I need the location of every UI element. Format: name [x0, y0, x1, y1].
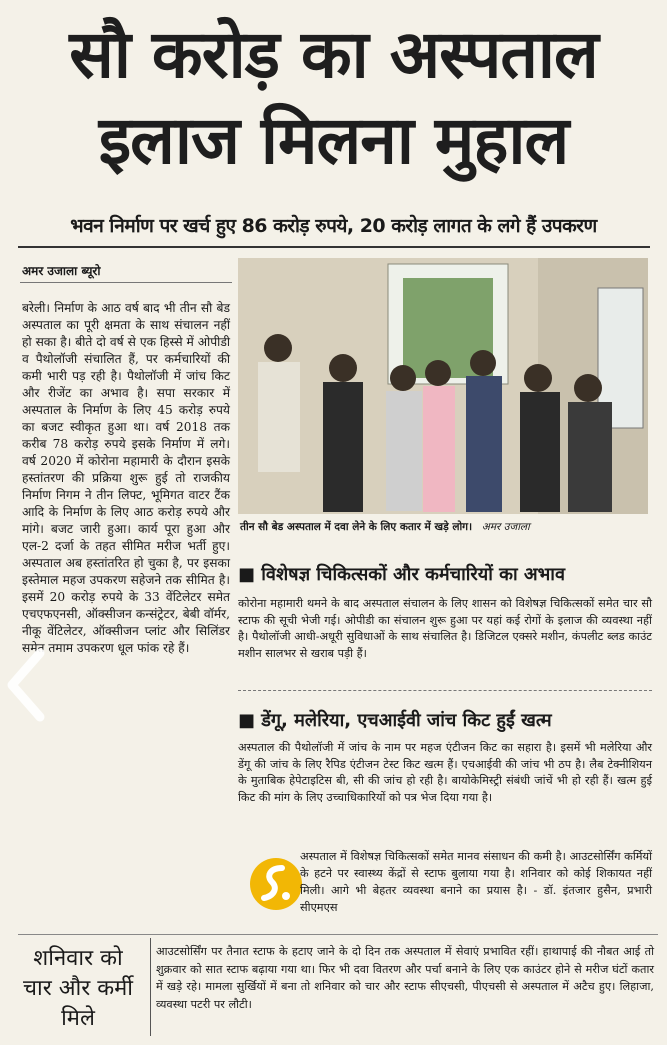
quote-text: अस्पताल में विशेषज्ञ चिकित्सकों समेत मानव संसाधन की कमी है। आउटसोर्सिंग कर्मियों के हटने पर स्वास्थ्य केंद्रों से स्टाफ बुलाया गया है। शनिवार को कोई शिकायत नहीं मिली। आगे भी बेहतर व्यवस्था बनाने का प्रयास है। - डॉ. इंतजार हुसैन, प्रभारी सीएमएस [300, 850, 652, 914]
byline: अमर उजाला ब्यूरो [22, 264, 101, 278]
lead-column: बरेली। निर्माण के आठ वर्ष बाद भी तीन सौ बेड अस्पताल का पूरी क्षमता के साथ संचालन नहीं हो सका है। बीते दो वर्ष से एक हिस्से में ओपीडी व पैथोलॉजी संचालित हैं, पर कर्मचारियों की कमी भारी पड़ रही है। पैथोलॉजी में जांच किट और रीजेंट का अभाव है। सपा सरकार में अस्पताल के निर्माण के लिए 45 करोड़ रुपये का बजट स्वीकृत हुआ था। वर्ष 2018 तक करीब 78 करोड़ रुपये इसके निर्माण में लगे। वर्ष 2020 में कोरोना महामारी के दौरान इसके हस्तांतरण की प्रक्रिया शुरू हुई तो राजकीय निर्माण निगम ने तीन लिफ्ट, भूमिगत वाटर टैंक आदि के निर्माण के लिए आठ करोड़ रुपये और मांगे। बजट जारी हुआ। कार्य पूरा हुआ और एल-2 दर्जा के तहत सीमित मरीज भर्ती हुए। अस्पताल अब हस्तांतरित हो चुका है, पर इसका इस्तेमाल महज उपकरण सहेजने तक सीमित है। इसमें 20 करोड़ रुपये के 33 वेंटिलेटर समेत एचएफएनसी, ऑक्सीजन कन्संट्रेटर, बेबी वॉर्मर, नीकू वेंटिलेटर, ऑक्सीजन प्लांट और सिलिंडर समेत तमाम उपकरण धूल फांक रहे हैं। [22, 301, 230, 655]
photo-caption [240, 520, 650, 534]
sidebar-body: आउटसोर्सिंग पर तैनात स्टाफ के हटाए जाने के दो दिन तक अस्पताल में सेवाएं प्रभावित रहीं। हाथापाई की नौबत आई तो शुक्रवार को सात स्टाफ बढ़ाया गया था। फिर भी दवा वितरण और पर्चा बनाने के लिए एक काउंटर होने से मरीज घंटों कतार में खड़े रहे। मामला सुर्खियों में बना तो शनिवार को चार और स्टाफ सीएचसी, पीएचसी से अस्पताल में अटैच हुए। लिहाजा, व्यवस्था पटरी पर लौटी। [156, 945, 654, 1011]
divider [18, 246, 650, 248]
section-body-staff-shortage: कोरोना महामारी थमने के बाद अस्पताल संचालन के लिए शासन को विशेषज्ञ चिकित्सकों समेत चार सौ स्टाफ की सूची भेजी गई। ओपीडी का संचालन शुरू हुआ पर यहां कई रोगों के इलाज की व्यवस्था नहीं है। पैथोलॉजी आधी-अधूरी सुविधाओं के साथ संचालित है। डिजिटल एक्सरे मशीन, कंपलीट ब्लड काउंट मशीन सालभर से खराब पड़ी हैं। [238, 597, 652, 660]
back-arrow-button[interactable] [0, 645, 56, 725]
divider [150, 938, 151, 1036]
chevron-left-icon [0, 645, 56, 725]
section-heading-staff-shortage: ■ विशेषज्ञ चिकित्सकों और कर्मचारियों का अभाव [238, 564, 565, 585]
amar-ujala-logo-icon [246, 854, 306, 914]
headline-line-1: सौ करोड़ का अस्पताल [69, 16, 598, 93]
divider [20, 282, 232, 283]
section-body-test-kits: अस्पताल की पैथोलॉजी में जांच के नाम पर महज एंटीजन किट का सहारा है। इसमें भी मलेरिया और डेंगू की जांच के लिए रैपिड एंटीजन टेस्ट किट खत्म हैं। एचआईवी की जांच भी ठप है। लैब टेक्नीशियन के मुताबिक हेपेटाइटिस बी, सी की जांच हो रही है। बायोकेमिस्ट्री संबंधी जांचें भी हो रही हैं। खत्म हुई किट की मांग के लिए उच्चाधिकारियों को पत्र भेज दिया गया है। [238, 741, 652, 804]
photo-credit: अमर उजाला [481, 521, 530, 533]
headline-line-2: इलाज मिलना मुहाल [98, 102, 569, 179]
divider [238, 690, 652, 691]
queue-illustration [238, 258, 648, 514]
sidebar-title: शनिवार को चार और कर्मी मिले [23, 946, 133, 1031]
divider [18, 934, 658, 935]
subheadline: भवन निर्माण पर खर्च हुए 86 करोड़ रुपये, 20 करोड़ लागत के लगे हैं उपकरण [70, 215, 597, 237]
news-photo [238, 258, 648, 514]
section-heading-test-kits: ■ डेंगू, मलेरिया, एचआईवी जांच किट हुईं खत्म [238, 710, 552, 731]
caption-text: तीन सौ बेड अस्पताल में दवा लेने के लिए कतार में खड़े लोग। [240, 521, 473, 533]
